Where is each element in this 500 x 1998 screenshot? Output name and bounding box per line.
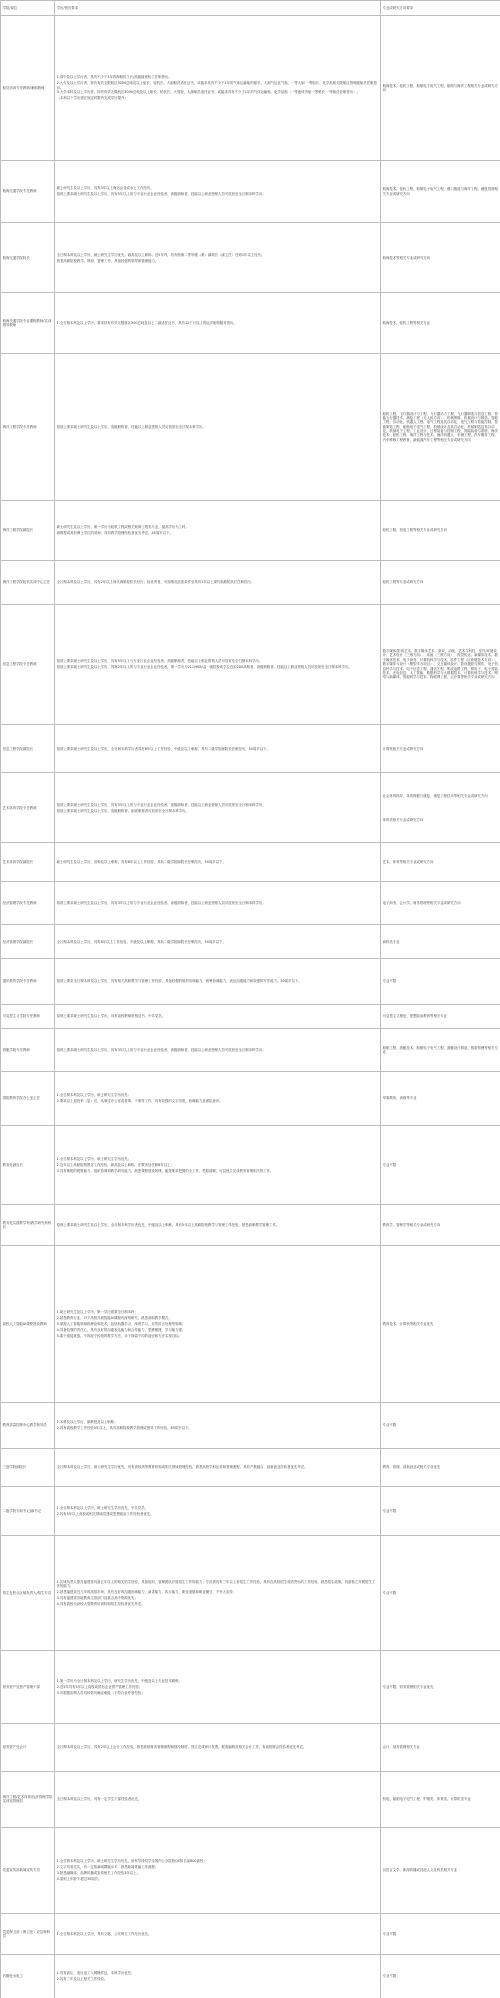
requirement-line: 1.全日制本科及以上学历，硕士研究生学历优先，中共党员； (56, 1505, 148, 1510)
table-row (1, 1402, 500, 1448)
major-cell (381, 223, 500, 293)
table-row (1, 1004, 500, 1028)
major-cell (381, 1029, 500, 1072)
requirements-cell (55, 1914, 381, 1955)
requirement-line: 3.掌握人工智能领域的理论和技术，包括机器学习，深度学习，自然语言处理等领域； (56, 1321, 186, 1326)
position-cell: 海洋工程/艺术体育/经济管理学院实训室管理员 (1, 1772, 55, 1827)
position-cell: 马克思主义学院专任教师 (1, 1004, 55, 1028)
major-cell (381, 725, 500, 773)
major-text: 航海技术、轮机工程等相关专业 (382, 320, 431, 325)
position-cell: 信息工程学院副院长 (1, 725, 55, 773)
requirement-line: 原则上要求硕士研究生及以上学历，具有5年以上的与专业行业企业经验者、高级职称者，技能以上职业资格人员可放宽至全日制本科学历。 (56, 192, 266, 197)
table-row (1, 16, 500, 161)
major-cell (381, 1004, 500, 1028)
major-cell (381, 16, 500, 161)
requirement-line: 原则上要求硕士研究生及以上学历，具有3年以上的与专业行业企业经验者、高级职称者，技能以上职业资格人员可放宽至全日制本科学历。 (56, 900, 266, 905)
major-cell (381, 1772, 500, 1827)
major-cell (381, 1651, 500, 1723)
major-text: 机电、船舶电子电气工程、护理类、体育类、计算机类专业 (382, 1797, 471, 1802)
requirements-cell (55, 160, 381, 223)
requirements-cell (55, 1246, 381, 1403)
requirements-cell (55, 1487, 381, 1535)
position-cell: 招生处驻点区域负责人/招生专员 (1, 1535, 55, 1651)
table-row (1, 925, 500, 959)
requirement-line: 原则上要求硕士研究生及以上学历，具有高校教师资格证书，中共党员。 (56, 1014, 166, 1019)
requirements-cell (55, 1827, 381, 1914)
major-text: 马克思主义理论、思想政治教育等相关专业 (382, 1014, 448, 1019)
requirement-line: 2.具有高校教学工作经验5年以上，具有高职院校教学管理或督导工作经验，65周岁以下。 (56, 1426, 192, 1431)
position-cell: 航海交通学院专任教师 (1, 160, 55, 223)
requirement-line: 1.全日制本科及以上学历，硕士研究生学历优先； (56, 1156, 132, 1161)
requirements-cell (55, 1205, 381, 1246)
major-cell (381, 1955, 500, 1998)
paragraph-gap (383, 798, 499, 818)
table-row (1, 223, 500, 293)
major-cell (381, 1914, 500, 1955)
major-text: 轮机工程等专业或研究方向 (382, 580, 424, 585)
table-body (1, 16, 500, 1998)
table-row (1, 353, 500, 500)
major-cell (381, 293, 500, 353)
table-row (1, 561, 500, 604)
major-text: 轮机工程、机电工程等相关专业或研究方向 (382, 528, 448, 533)
requirements-cell (55, 881, 381, 924)
major-text: 专业不限，财务管理相关专业优先 (382, 1684, 434, 1689)
requirement-line: 全日制本科及以上学历，具有8年以上工作经验，中级及以上职称，具有二级学院副院长任职经历，50周岁以下。 (56, 939, 226, 944)
requirements-cell (55, 16, 381, 161)
requirements-cell (55, 843, 381, 882)
table-row (1, 500, 500, 560)
requirements-cell (55, 773, 381, 843)
requirement-line: 2.文字功底扎实，有一定的新闻撰稿水平，熟悉新闻采编工作流程； (56, 1865, 159, 1870)
position-cell: 信息工程学院专任教师 (1, 604, 55, 725)
header-position: 学院/岗位 (1, 1, 55, 16)
position-cell: 艺术体育学院专任教师 (1, 773, 55, 843)
major-text: 专业不限 (382, 979, 397, 984)
position-cell: 党委保卫部（保卫处）应急科科员 (1, 1914, 55, 1955)
requirements-cell (55, 1955, 381, 1998)
requirements-cell (55, 959, 381, 1005)
requirements-cell (55, 1072, 381, 1125)
major-text: 专业不限 (382, 1162, 397, 1167)
major-text: 航海技术、轮机工程、船舶电子电气工程、港口航道与海岸工程、港航管理相关专业或研究方向 (382, 187, 498, 196)
requirement-line: 原则上要求硕士研究生及以上学历，具有3年以上的与专业行业企业经验者、高级职称者，技能以上职业资格人员可放宽至全日制本科学历。 (56, 802, 266, 807)
major-cell (381, 843, 500, 882)
position-cell: 教务处实践教学科/教学研究科科长 (1, 1205, 55, 1246)
major-cell (381, 1125, 500, 1205)
position-cell: 二级学院专职书记/副书记 (1, 1487, 55, 1535)
major-text: 数字媒体/影视艺术、数字媒体艺术、游戏、动画、艺术与科技、室内/环境设计、艺术设计（三维方向）、动画（三维方向）、视觉传达、新媒体技术、数字媒体技术、电子商务、计算机科学与技术、软件工程（区块链技术方向）、数字媒体与设计（模型手办项目）、交互媒体设计、影视摄影与制作、电子信息科学与技术、电子信息工程、通信工程、集成电路工程、微电子、电子封装技术、光电信息、人工智能、数据科学与大数据技术、计算机科学与技术、网络与新媒体、智能科学与技术、物联网工程、云计算等相关专业或研究方向 (382, 649, 498, 680)
table-row (1, 604, 500, 725)
requirement-line: 3.具有敏锐的观察能力、组织协调和教学研究能力，熟悉课程建设规律，能按要求把握的全工作，思路清晰，可以独立完成教务管理相关的工作。 (56, 1168, 274, 1173)
major-text: 军事教育、训练等专业 (382, 1096, 417, 1101)
requirements-cell (55, 1402, 381, 1448)
major-text: 船机工程、飞行器设计与工程、飞行器动力工程、飞行器制造与信息工程、智能飞行器技术、测绘工程（无人机方向）、机械维修、机械设计与制造、智能工程、自动化、机器人工程、电气工程及其自动化、电气工程与智能控制、智能制造工程、船舶电子电气工程、机械设计及其自动化、机械制造及其自动化、机械电子工程、工业设计、过程装备与控制工程、智能装备与系统、海洋技术、轮机工程、海洋工程与技术、海洋机器人、车辆工程、汽车服务工程、汽车维修工程教育、新能源汽车工程等相关专业或研究方向 (382, 411, 498, 442)
requirement-line: 2.熟悉教育行业，对于高校开展智能AI课程有深刻研究，熟悉高职教学模式； (56, 1315, 172, 1320)
requirement-line: 2.近年以上高职院校教务工作经验，副高及以上职称，在教务处任职8年以上； (56, 1162, 174, 1167)
requirement-line: 2.熟悉福建省近几年的高招市场，具有良好的沟通协调能力，演讲能力，执行能力，职业道德和职业操守，不夸大宣传； (56, 1590, 237, 1595)
header-major: 专业或研究方向要求 (381, 1, 500, 16)
requirement-line: 全日制本科及以上学历，具有一定学生干部经验者优先。 (56, 1797, 142, 1802)
position-cell: 财务资产处会计 (1, 1723, 55, 1771)
position-cell: 航海交通学院专业课程教师/实训指导教师 (1, 293, 55, 353)
requirement-line: 4.具有我校为高校大型教育培训机构招生经验者优先考虑。 (56, 1601, 145, 1606)
position-cell: 船员培训专任教师/兼职教师 (1, 16, 55, 161)
major-cell (381, 1535, 500, 1651)
position-cell: 海洋工程学院副院长 (1, 500, 55, 560)
requirement-line: 全日制本科及以上学历、硕士研究生学历优先。副高及以上职称；近5年内，具有航海二等甲级（系）副职长（副主任）任职1年以上经历。 (56, 252, 265, 257)
position-cell: 游艇学院专任教师 (1, 1029, 55, 1072)
requirement-line: 原则上要求硕士研究生及以上学历，具有2年以上的与专业行业企业经验者，第一学历为211/985/双一流院校或学位在前200高校者，高级职称者、技能以上职业资格人员可放宽至全日制本科学历。 (56, 665, 352, 670)
requirements-cell (55, 925, 381, 959)
position-cell: 航海交通学院院长 (1, 223, 55, 293)
position-cell: 艺术体育学院副院长 (1, 843, 55, 882)
requirement-line: 原则上要求硕士研究生及以上学历，全日制本科学历者具有8年以上工作经验，中级及以上职称，具有二级学院副院长任职经历，50周岁以下。 (56, 746, 270, 751)
requirements-cell (55, 1029, 381, 1072)
major-cell (381, 1205, 500, 1246)
major-text: 专业不限 (382, 1590, 397, 1595)
major-cell (381, 500, 500, 560)
major-cell (381, 353, 500, 500)
requirement-line: 2.大专及以上学历者，持有有效无限航区3000总吨及以上船长、轮机长、大副船员适任证书，或能求具有不少于1年的气体运输船的船长、大副气运化气船、一等大副 一等船长、化学品船无限航区管理级船员任职资历。 (56, 81, 377, 90)
major-text: 航海技术等相关专业或研究方向 (382, 255, 431, 260)
requirement-line: 2.要求以上退役军（复）员，从事过办公室或者事、干事等工作，具有较强的文字功底，协调能力及团队意识。 (56, 1099, 223, 1104)
major-cell (381, 1448, 500, 1487)
table-row (1, 1029, 500, 1072)
requirement-line: 5.敢于迎接挑战，不拘泥于传统的教学方法，乐于探索不同的途径和方法实现目标。 (56, 1333, 182, 1338)
position-cell: 后勤处水电工 (1, 1955, 55, 1998)
table-row (1, 1772, 500, 1827)
requirement-line: 1.硕士研究生及以上学历，第一学历需要全日制本科； (56, 1309, 138, 1314)
requirement-line: 原则上要求硕士研究生及以上学历，具有5年以上与专业行业企业经验者、高级职称者，技能以上职业资格人员可放宽至全日制本科学历。 (56, 659, 263, 664)
position-cell: 经济管理学院专任教师 (1, 881, 55, 924)
major-text: 专业不限 (382, 1932, 397, 1937)
requirement-line: 全日制本科及以上学历，硕士研究生学历优先，具有高校高等教育机构或相关领域管理经验，熟悉高校学科运作和管理流程，具有产教融合、创新创业经验者优先考虑。 (56, 1465, 308, 1470)
requirements-cell (55, 293, 381, 353)
major-text: 汉语言文学、新闻传播或其他人文社科类相关专业 (382, 1868, 458, 1873)
table-row (1, 1487, 500, 1535)
table-row (1, 1723, 500, 1771)
requirements-cell (55, 500, 381, 560)
requirement-line: 全日制本科及以上学历，具有2年以上会计工作经验，熟悉高校财务管理流程和财经制度，独立完成审计发票，报表编制及相关会计工作，有高校财会经验者优先考虑。 (56, 1745, 307, 1750)
major-cell (381, 1487, 500, 1535)
position-cell: 财务资产处资产管理干部 (1, 1651, 55, 1723)
requirements-cell (55, 353, 381, 500)
position-cell: 海洋工程学院轮机实训中心主任 (1, 561, 55, 604)
requirements-cell (55, 1125, 381, 1205)
requirement-line: 2.近5年具有5年以上高校或国有企业资产管理工作经验； (56, 1684, 143, 1689)
table-row (1, 1651, 500, 1723)
table-row (1, 843, 500, 882)
table-row (1, 1955, 500, 1998)
requirement-line: 2.具有5年以上高校或相关领域党建或思想政治工作经验者优先。 (56, 1511, 154, 1516)
position-cell: 国防教育学院办公室主任 (1, 1072, 55, 1125)
major-cell (381, 604, 500, 725)
major-cell (381, 1402, 500, 1448)
table-row (1, 1125, 500, 1205)
table-row (1, 1205, 500, 1246)
requirement-line: 2.具有三年及以上相关工作经验。 (56, 1977, 108, 1982)
requirement-line: 原则上要求全日制本科及以上学历，具有相关高职教学与管理工作经验，具备较强的组织协调能力，统筹协调能力，表达沟通能力和较强的写作能力。50周岁以下。 (56, 979, 302, 984)
requirements-cell (55, 1004, 381, 1028)
requirements-cell (55, 1651, 381, 1723)
requirement-line: 原则上要求硕士研究生及以上学历，高级职称者，副高职称者可放宽至全日制本科学历。 (56, 808, 189, 813)
requirement-line: 1.全日制本科及以上学历，具有文秘、公安保卫工作经历优先。 (56, 1932, 152, 1937)
major-text: 专业不限 (382, 1508, 397, 1513)
requirements-cell (55, 1723, 381, 1771)
requirements-cell (55, 604, 381, 725)
requirements-cell (55, 1448, 381, 1487)
requirement-line: 3.熟悉融媒体、品牌传播或宣传相关工作经验3年以上； (56, 1871, 140, 1876)
table-header-row (1, 1, 500, 16)
major-cell (381, 881, 500, 924)
position-cell: 通识教育学院专任教师 (1, 959, 55, 1005)
table-row (1, 160, 500, 223)
table-row (1, 881, 500, 924)
table-row (1, 1535, 500, 1651)
table-row (1, 1827, 500, 1914)
position-cell: 三创学院副院长 (1, 1448, 55, 1487)
requirement-line: 3.可根据应聘人员具体资历确定职级（不符合条件者勿扰） (56, 1690, 145, 1695)
requirement-line: 4.具备较强的责任心，具有良好的沟通表达能力和合作能力，思维敏捷，学习能力强； (56, 1327, 186, 1332)
requirements-cell (55, 1772, 381, 1827)
position-cell: 教务处副处长 (1, 1125, 55, 1205)
position-cell: 经济管理学院副院长 (1, 925, 55, 959)
requirement-line: 1.具有高压、低压电工入网操作证，本科学历优先； (56, 1971, 135, 1976)
table-row (1, 293, 500, 353)
major-text: 计算机相关专业或研究方向 (382, 746, 424, 751)
table-row (1, 773, 500, 843)
requirement-line: 3.大学本科及以上学历者，持有有效无限航区3000总吨及以上船长、轮机长、大管轮，大副船员适任证书，或能求具有不少于1年的气体运输船，化学品船（一等液体货船一等船长 一等船员任职资历）。 (56, 90, 360, 95)
requirement-line: 3.具有福建省各地教育主管部门及重点高中资源优先； (56, 1596, 138, 1600)
major-text: 船舶工程、游艇技术、船舶电子电气工程、游艇设计制造、旅游管理等相关专业 (382, 1045, 498, 1055)
major-text: 艺术、体育等相关专业或研究方向 (382, 859, 434, 864)
major-cell (381, 1246, 500, 1403)
major-cell (381, 959, 500, 1005)
major-cell (381, 160, 500, 223)
requirement-line: 原则上要求硕士研究生及以上学历，全日制本科学历者优先，中级及以上职称，具有5年以上高职院校教学与管理工作经验，熟悉高职教学管理工作。 (56, 1222, 280, 1227)
major-text: 电子商务、会计学、财务管理等相关专业或研究方向 (382, 900, 461, 905)
requirement-line: （本科以下学历需在规定时限内完成学历提升） (56, 96, 128, 100)
major-text: 教育、管理、创新创业或相关专业优先 (382, 1465, 441, 1470)
major-cell (381, 1072, 500, 1125)
major-text: 会计、财务管理相关专业 (382, 1745, 420, 1750)
table-row (1, 1072, 500, 1125)
requirement-line: 1.全日制本科及以上学历，硕士研究生学历优先； (56, 1093, 132, 1098)
requirement-line: 原则上要求硕士研究生及以上学历，高级职称者、技能以上职业资格人员可放宽至全日制本科学历。 (56, 424, 206, 429)
requirement-line: 1.第一学历为全日制本科及以上学历，研究生学历优先，中级及以上专业技术职称； (56, 1678, 182, 1683)
requirement-line: 硕士研究生及以上学历，第一学历为轮机工程或相关航海工程类专业，最高学历为工科。 (56, 525, 189, 530)
major-cell (381, 1827, 500, 1914)
major-text: 社会体育指导、体育保健与康复、康复工程技术等相关专业或研究方向 (382, 793, 488, 798)
major-text: 教育学、管理学等相关专业或研究方向 (382, 1222, 441, 1227)
requirements-cell (55, 223, 381, 293)
requirement-line: 副教授或具有博士学位的讲师；具有教学管理经验者优先考虑，45周岁以下。 (56, 531, 173, 536)
header-requirements: 学历/资历要求 (55, 1, 381, 16)
requirement-line: 硕士研究生及以上学历，讲师及以上职称，具有8年以上工作经验，具有二级学院副院长任职经历，50周岁以下。 (56, 859, 226, 864)
requirement-line: 1.本科及以上学历，副教授及以上职称； (56, 1420, 118, 1425)
major-cell (381, 561, 500, 604)
requirements-cell (55, 1535, 381, 1651)
requirement-line: 硕士研究生及以上学历，具有3年以上海运企业或水上工作经历。 (56, 186, 154, 191)
requirement-line: 1.区域负责人需在福建省具备五年以上的相关招生经验，具备组织，管理团队开展招生工作的能力；专员需具有三年以上省招生工作经验，具有在高校招生成绩突出的工作经验，熟悉招生政策，具备独立开展招生工作的能力； (56, 1579, 376, 1589)
table-row (1, 959, 500, 1005)
position-cell: 海洋工程学院专任教师 (1, 353, 55, 500)
requirement-line: 4.原则上年龄不超过35周岁。 (56, 1877, 102, 1882)
requirement-line: 1.高中及以上学历者，具有不少于3年的海船机工长/高级值班机工任职资历。 (56, 75, 172, 80)
requirement-line: 全日制本科及以上学历，具有2年以上现代海船轮机长经历；较优秀者，可视情况放宽条件至具有1年以上现代船舶轮机长任职经历。 (56, 580, 255, 585)
requirement-line: 1.全日制本科及以上学历，硕士研究生学历优先，所有学段均学全国内公办院校QS排名前800高校； (56, 1859, 207, 1864)
table-row (1, 1246, 500, 1403)
major-text: 教育技术、计算机等相关专业优先 (382, 1321, 434, 1326)
major-text: 专业不限 (382, 1423, 397, 1428)
major-text: 商科类专业 (382, 939, 400, 944)
major-cell (381, 773, 500, 843)
requirement-line: 1.全日制本科及以上学历，要求持有有效无限航区500总吨及以上二副适任证书，具有12个月以上的远洋船舶服务资历。 (56, 320, 237, 325)
table-row (1, 725, 500, 773)
requirement-line: 熟悉高职院校教学、科研、管理工作，具备较强的领导和管理能力。 (56, 258, 159, 263)
major-text-secondary: 体育类相关专业或研究方向 (382, 817, 424, 822)
requirements-cell (55, 725, 381, 773)
table-row (1, 1914, 500, 1955)
position-cell: 教育质量控制中心教学督导员 (1, 1402, 55, 1448)
major-cell (381, 925, 500, 959)
major-text: 专业不限 (382, 1974, 397, 1979)
major-text: 航海技术、轮机工程、船舶电子电气工程、船舶与海洋工程相关专业或研究方向 (382, 83, 498, 92)
requirements-cell (55, 561, 381, 604)
table-row (1, 1448, 500, 1487)
position-cell: 高校人工智能AI课程建设教师 (1, 1246, 55, 1403)
requirement-line: 原则上要求硕士研究生及以上学历，具有3年以上的与专业行业企业经验者、高级职称者，技能以上职业资格人员可放宽至全日制本科学历。 (56, 1048, 266, 1053)
position-cell: 党委宣传部新闻宣传专员 (1, 1827, 55, 1914)
major-cell (381, 1723, 500, 1771)
